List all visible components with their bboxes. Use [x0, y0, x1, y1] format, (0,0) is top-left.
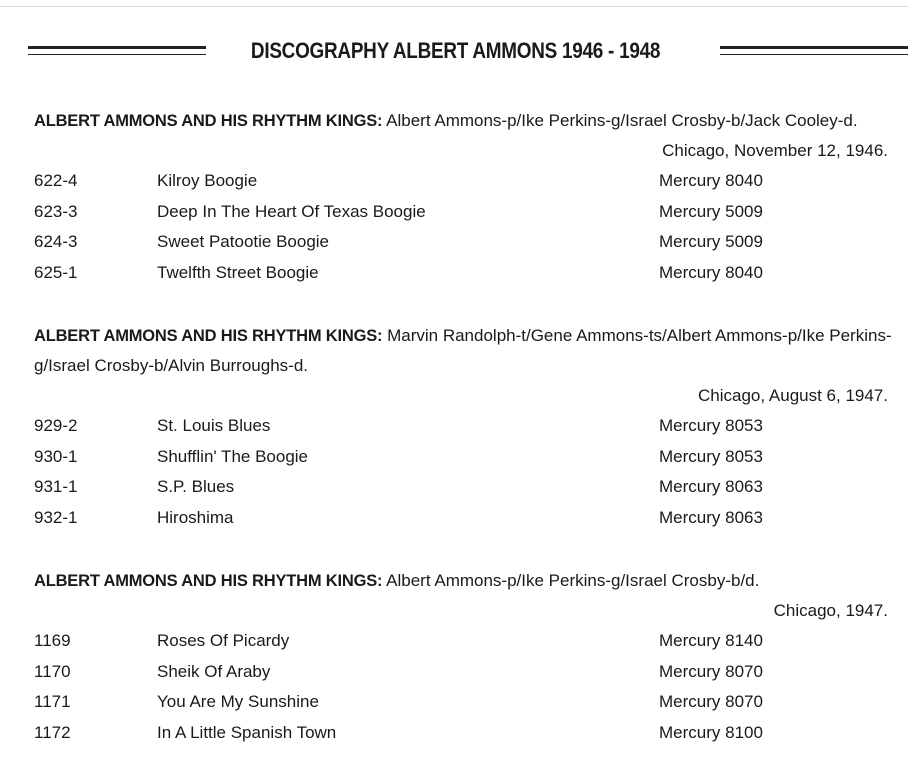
song-title: Deep In The Heart Of Texas Boogie: [157, 201, 426, 221]
matrix-number: 930-1: [34, 446, 78, 466]
matrix-number: 1169: [34, 631, 71, 650]
header-rule-right: [720, 46, 908, 55]
track-row: [34, 503, 896, 534]
band-name: ALBERT AMMONS AND HIS RHYTHM KINGS:: [34, 572, 383, 590]
song-title: In A Little Spanish Town: [157, 722, 337, 742]
track-row: [34, 718, 896, 749]
record-label: Mercury 8053: [659, 416, 763, 435]
session-2: [34, 321, 896, 533]
record-label: Mercury 8100: [659, 722, 763, 742]
record-label: Mercury 8053: [659, 446, 763, 466]
track-row: [34, 657, 896, 688]
record-label: Mercury 5009: [659, 201, 763, 221]
song-title: Shufflin' The Boogie: [157, 446, 309, 466]
matrix-number: 1170: [34, 661, 71, 681]
song-title: Sheik Of Araby: [157, 661, 271, 681]
session-3: [34, 566, 896, 748]
band-name: ALBERT AMMONS AND HIS RHYTHM KINGS:: [34, 112, 383, 130]
matrix-number: 622-4: [34, 171, 78, 190]
session-personnel: [34, 106, 896, 136]
song-title: Hiroshima: [157, 507, 234, 527]
matrix-number: 932-1: [34, 507, 78, 527]
track-row: [34, 166, 896, 197]
band-name: ALBERT AMMONS AND HIS RHYTHM KINGS:: [34, 327, 383, 345]
song-title: Twelfth Street Boogie: [157, 262, 319, 282]
matrix-number: 625-1: [34, 262, 78, 282]
record-label: Mercury 8070: [659, 692, 763, 711]
matrix-number: 929-2: [34, 416, 78, 435]
matrix-number: 623-3: [34, 201, 78, 221]
record-label: Mercury 8040: [659, 171, 763, 190]
track-list: [34, 166, 896, 288]
track-row: [34, 626, 896, 657]
track-list: [34, 411, 896, 533]
musicians-list: Marvin Randolph-t/Gene Ammons-ts/Albert Ammons-p/Ike Perkins-g/Israel Crosby-b/Alvin Burroughs-d.: [34, 326, 892, 375]
record-label: Mercury 8070: [659, 661, 763, 681]
record-label: Mercury 5009: [659, 232, 763, 251]
record-label: Mercury 8063: [659, 477, 763, 496]
record-label: Mercury 8140: [659, 631, 763, 650]
matrix-number: 624-3: [34, 232, 78, 251]
record-label: Mercury 8063: [659, 507, 763, 527]
recording-place-date: Chicago, November 12, 1946.: [662, 141, 888, 160]
recording-place-date: Chicago, August 6, 1947.: [698, 386, 888, 405]
track-row: [34, 197, 896, 228]
track-row: [34, 258, 896, 289]
session-personnel: [34, 566, 896, 596]
song-title: Sweet Patootie Boogie: [157, 232, 330, 251]
page-top-edge: [0, 6, 908, 7]
song-title: You Are My Sunshine: [157, 692, 319, 711]
song-title: S.P. Blues: [157, 477, 235, 496]
song-title: Kilroy Boogie: [157, 171, 258, 190]
musicians-list: Albert Ammons-p/Ike Perkins-g/Israel Crosby-b/Jack Cooley-d.: [386, 111, 858, 130]
track-row: [34, 227, 896, 258]
song-title: St. Louis Blues: [157, 416, 271, 435]
musicians-list: Albert Ammons-p/Ike Perkins-g/Israel Crosby-b/d.: [386, 571, 760, 590]
record-label: Mercury 8040: [659, 262, 763, 282]
track-row: [34, 442, 896, 473]
track-list: [34, 626, 896, 748]
session-personnel: [34, 321, 896, 381]
session-1: [34, 106, 896, 288]
page-title: DISCOGRAPHY ALBERT AMMONS 1946 - 1948: [250, 38, 661, 63]
track-row: [34, 687, 896, 718]
song-title: Roses Of Picardy: [157, 631, 290, 650]
track-row: [34, 411, 896, 442]
matrix-number: 1171: [34, 692, 71, 711]
matrix-number: 931-1: [34, 477, 78, 496]
page-header: [0, 36, 908, 70]
recording-place-date: Chicago, 1947.: [773, 601, 888, 620]
matrix-number: 1172: [34, 722, 71, 742]
track-row: [34, 472, 896, 503]
